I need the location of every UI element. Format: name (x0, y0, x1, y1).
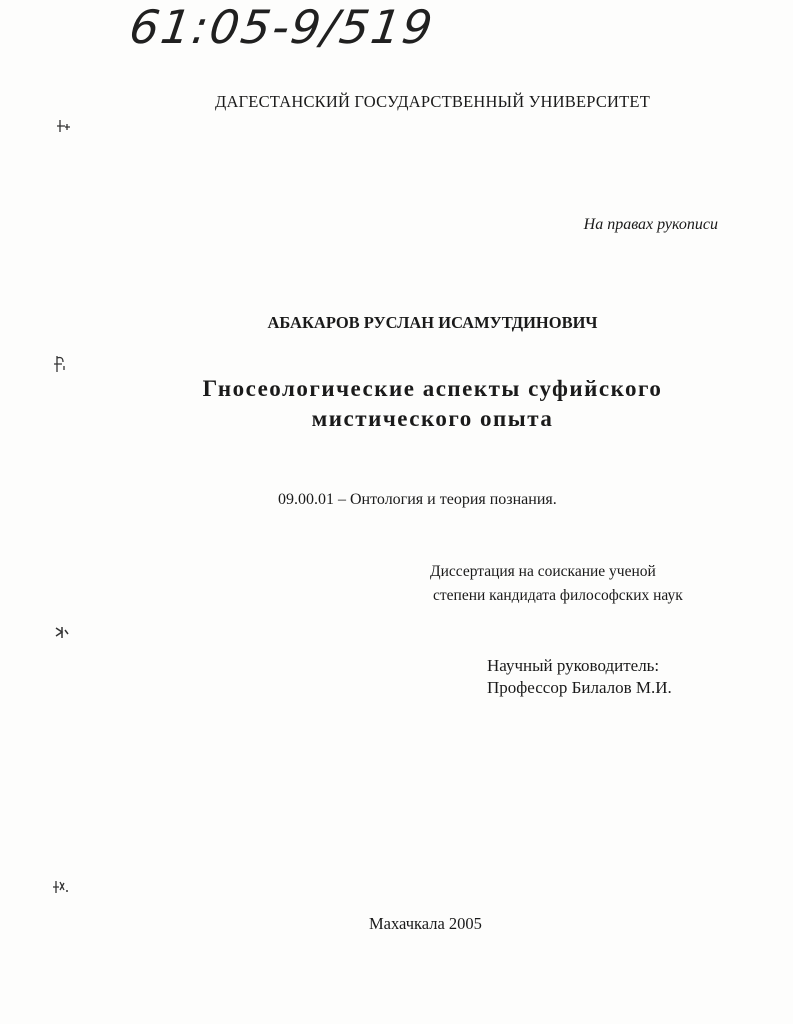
manuscript-rights-note: На правах рукописи (583, 216, 718, 233)
scan-mark-3 (54, 624, 72, 640)
author-name: АБАКАРОВ РУСЛАН ИСАМУТДИНОВИЧ (267, 313, 598, 332)
dissertation-title (0, 374, 793, 434)
city-year: Махачкала 2005 (369, 914, 482, 933)
degree-line-2: степени кандидата философских наук (433, 587, 683, 604)
university-name: ДАГЕСТАНСКИЙ ГОСУДАРСТВЕННЫЙ УНИВЕРСИТЕТ (214, 92, 650, 111)
scan-mark-4 (50, 878, 70, 896)
handwritten-catalog-number: 61:05-9/519 (126, 0, 438, 54)
title-line-2: мистического опыта (311, 406, 554, 431)
scan-mark-1 (56, 118, 74, 134)
scientific-advisor (487, 655, 672, 699)
advisor-name: Профессор Билалов М.И. (487, 678, 672, 697)
degree-line-1: Диссертация на соискание ученой (430, 563, 656, 580)
advisor-label: Научный руководитель: (487, 656, 660, 675)
dissertation-degree (430, 560, 683, 608)
scan-mark-2 (52, 354, 70, 374)
title-line-1: Гносеологические аспекты суфийского (202, 376, 663, 401)
specialty-code: 09.00.01 – Онтология и теория познания. (278, 491, 557, 508)
